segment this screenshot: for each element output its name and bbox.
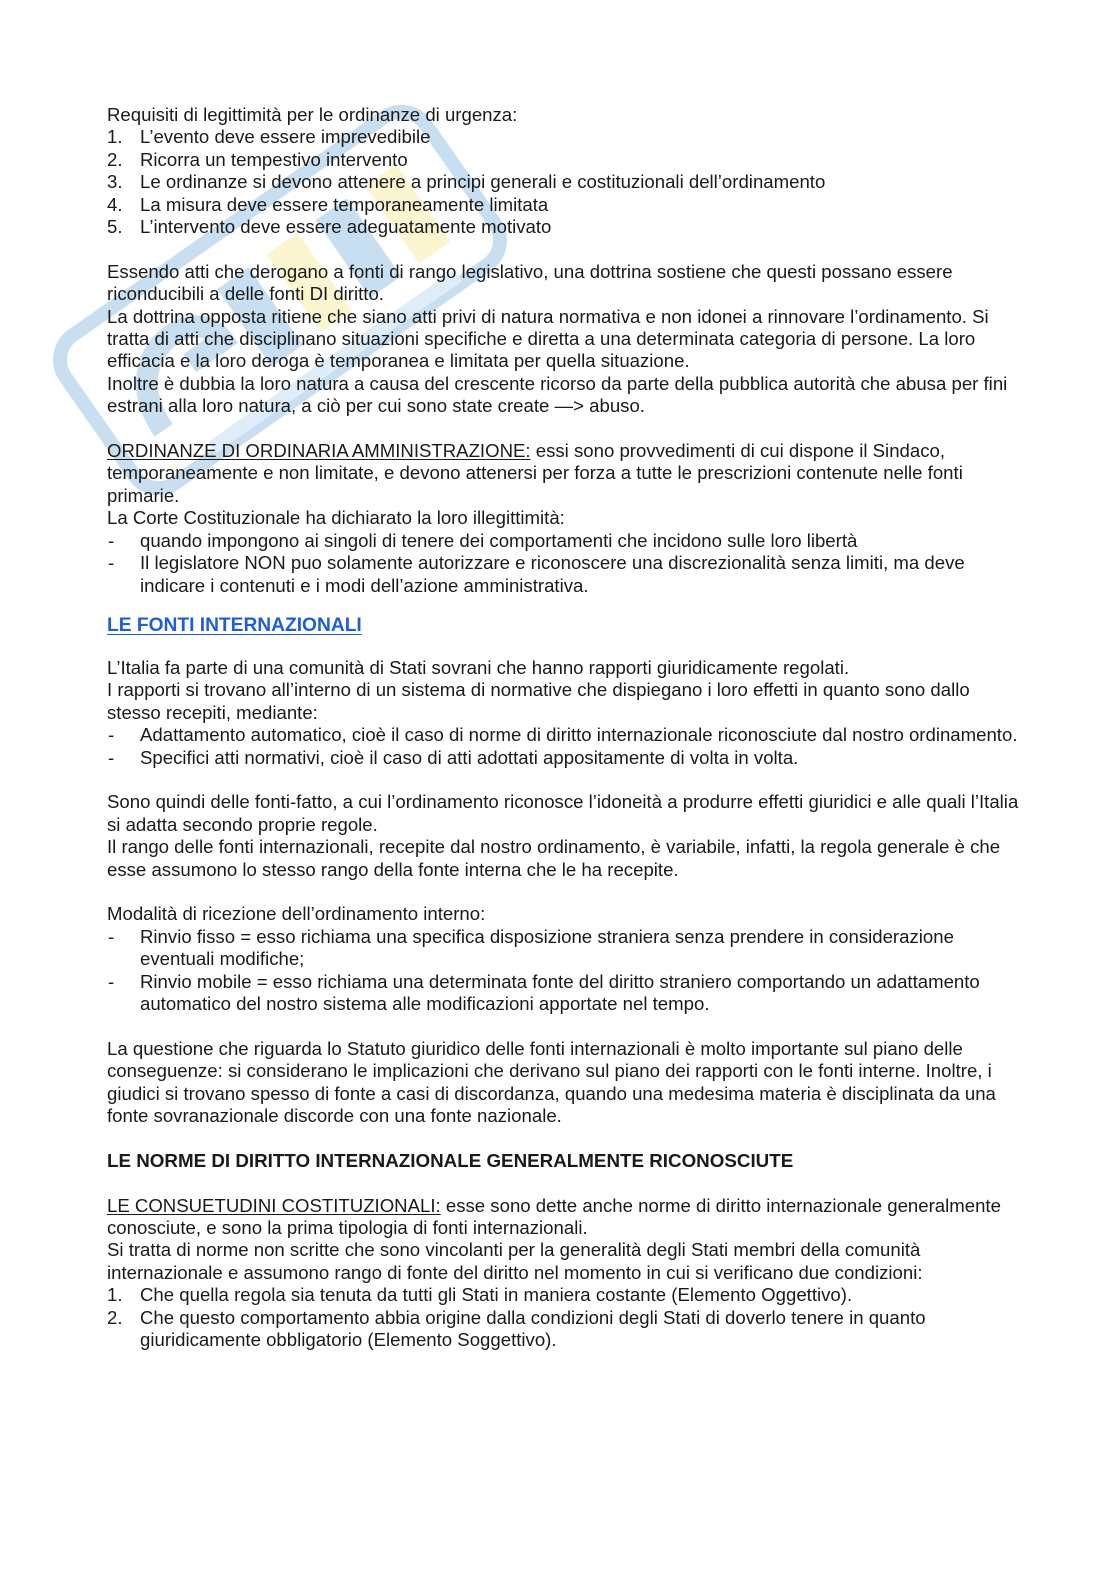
adattamento-list [107,724,1027,769]
list-item: 1. Che quella regola sia tenuta da tutti gli Stati in maniera costante (Elemento Oggettivo). [107,1284,853,1306]
consuetudini-label: LE CONSUETUDINI COSTITUZIONALI: [107,1194,441,1216]
fonti-paragraph-4: Il rango delle fonti internazionali, recepite dal nostro ordinamento, è variabile, infatti, la regola generale è che esse assumono lo stesso rango della fonte interna che le ha recepite. [107,836,1001,880]
fonti-paragraph-1: L’Italia fa parte di una comunità di Stati sovrani che hanno rapporti giuridicamente regolati. [107,656,850,678]
norme-paragraph-2: Si tratta di norme non scritte che sono vincolanti per la generalità degli Stati membri della comunità internazionale e assumono rango di fonte del diritto nel momento in cui si verificano due condizioni: [107,1239,923,1283]
list-item: 3. Le ordinanze si devono attenere a principi generali e costituzionali dell’ordinamento [107,171,826,193]
dottrina-paragraph-2: La dottrina opposta ritiene che siano atti privi di natura normativa e non idonei a rinnovare l’ordinamento. Si tratta di atti che disciplinano situazioni specifiche e diretta a una determinata categoria di persone. La loro efficacia e la loro deroga è temporanea e limitata per quella situazione. [107,305,989,372]
list-item: - Specifici atti normativi, cioè il caso di atti adottati appositamente di volta in volta. [108,746,799,768]
list-item: 4. La misura deve essere temporaneamente limitata [107,193,549,215]
fonti-internazionali-heading[interactable]: LE FONTI INTERNAZIONALI [107,614,362,636]
requisiti-list [107,126,1027,238]
requisiti-intro: Requisiti di legittimità per le ordinanze di urgenza: [107,104,518,125]
list-item: 2. Che questo comportamento abbia origine dalla condizioni degli Stati di doverlo tenere in quanto giuridicamente obbligatorio (Elemento Soggettivo). [107,1306,926,1351]
fonti-paragraph-3: Sono quindi delle fonti-fatto, a cui l’ordinamento riconosce l’idoneità a produrre effetti giuridici e alle quali l’Italia si adatta secondo proprie regole. [107,791,1019,835]
list-item: - Rinvio fisso = esso richiama una specifica disposizione straniera senza prendere in considerazione eventuali modifiche; [108,925,954,970]
rinvio-list [107,926,1027,1016]
corte-list [107,530,1027,597]
statuto-paragraph: La questione che riguarda lo Statuto giuridico delle fonti internazionali è molto importante sul piano delle conseguenze: si considerano le implicazioni che derivano sul piano dei rapporti con le fonti interne. Inoltre, i giudici si trovano spesso di fonte a casi di discordanza, quando una medesima materia è disciplinata da una fonte sovranazionale discorde con una fonte nazionale. [107,1037,996,1126]
document-page [107,104,1027,1351]
list-item: 1. L’evento deve essere imprevedibile [107,126,431,148]
list-item: - Adattamento automatico, cioè il caso di norme di diritto internazionale riconosciute dal nostro ordinamento. [108,724,1018,746]
condizioni-list [107,1284,1027,1351]
dottrina-paragraph-1: Essendo atti che derogano a fonti di rango legislativo, una dottrina sostiene che questi possano essere riconducibili a delle fonti DI diritto. [107,260,953,305]
corte-paragraph: La Corte Costituzionale ha dichiarato la loro illegittimità: [107,507,565,529]
list-item: - quando impongono ai singoli di tenere dei comportamenti che incidono sulle loro libertà [108,529,858,551]
modalita-paragraph: Modalità di ricezione dell’ordinamento interno: [107,903,486,925]
list-item: - Rinvio mobile = esso richiama una determinata fonte del diritto straniero comportando un adattamento automatico del nostro sistema alle modificazioni apportate nel tempo. [108,970,980,1014]
consuetudini-paragraph: LE CONSUETUDINI COSTITUZIONALI: esse sono dette anche norme di diritto internazionale generalmente conosciute, e sono la prima tipologia di fonti internazionali. [107,1194,1001,1238]
list-item: 2. Ricorra un tempestivo intervento [107,148,408,170]
ordinanze-ordinarie-label: ORDINANZE DI ORDINARIA AMMINISTRAZIONE: [107,440,531,462]
norme-generali-heading: LE NORME DI DIRITTO INTERNAZIONALE GENERALMENTE RICONOSCIUTE [107,1149,794,1171]
list-item: 5. L’intervento deve essere adeguatamente motivato [107,216,552,238]
list-item: - Il legislatore NON puo solamente autorizzare e riconoscere una discrezionalità senza limiti, ma deve indicare i contenuti e i modi dell’azione amministrativa. [108,552,965,596]
dottrina-paragraph-3: Inoltre è dubbia la loro natura a causa del crescente ricorso da parte della pubblica autorità che abusa per fini estrani alla loro natura, a ciò per cui sono state create —> abuso. [107,372,1008,417]
ordinanze-ordinarie-paragraph: ORDINANZE DI ORDINARIA AMMINISTRAZIONE: essi sono provvedimenti di cui dispone il Sindaco, temporaneamente e non limitate, e devono attenersi per forza a tutte le prescrizioni contenute nelle fonti primarie. [107,440,963,506]
fonti-paragraph-2: I rapporti si trovano all’interno di un sistema di normative che dispiegano i loro effetti in quanto sono dallo stesso recepiti, mediante: [107,679,970,723]
